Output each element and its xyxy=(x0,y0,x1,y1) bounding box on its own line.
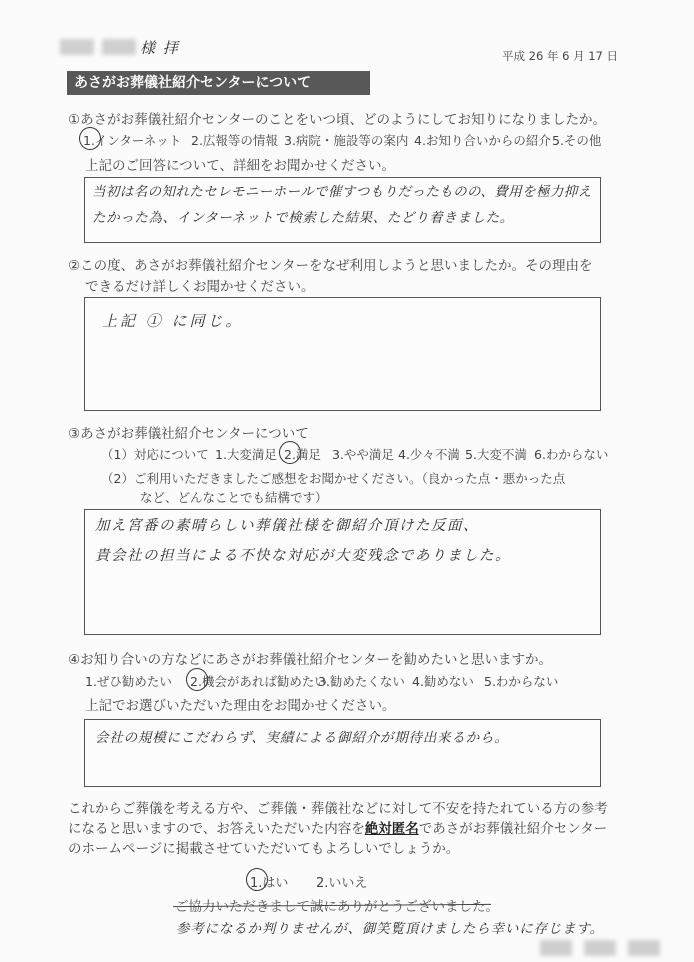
q3-answer-line1: 加え宮番の素晴らしい葬儀社様を御紹介頂けた反面、 xyxy=(95,518,479,534)
q3-question: ③あさがお葬儀社紹介センターについて xyxy=(68,426,309,442)
q4-follow: 上記でお選びいただいた理由をお聞かせください。 xyxy=(85,698,396,714)
q3-sub1-option-5: 5.大変不満 xyxy=(465,447,527,462)
q3-sub1-option-4: 4.少々不満 xyxy=(398,447,460,462)
consent-yes: 1.はい xyxy=(250,876,289,891)
q3-sub1-option-1: 1.大変満足 xyxy=(215,447,277,462)
q4-option-4: 4.勧めない xyxy=(412,674,474,689)
document-date: 平成 26 年 6 月 17 日 xyxy=(502,49,619,63)
redacted-signature-2 xyxy=(584,940,616,956)
redacted-signature-3 xyxy=(628,940,660,956)
q3-sub2-line1: （2）ご利用いただきましたご感想をお聞かせください。（良かった点・悪かった点 xyxy=(101,471,566,486)
q1-option-4: 4.お知り合いからの紹介 xyxy=(414,133,551,148)
closing-handwritten: 参考になるか判りませんが、御笑覧頂けましたら幸いに存じます。 xyxy=(176,921,604,937)
q4-answer: 会社の規模にこだわらず、実績による御紹介が期待出来るから。 xyxy=(95,730,509,746)
q1-option-1: 1.インターネット xyxy=(83,133,182,148)
consent-no: 2.いいえ xyxy=(316,876,368,891)
q1-option-5: 5.その他 xyxy=(552,133,602,148)
q1-option-3: 3.病院・施設等の案内 xyxy=(284,133,409,148)
q3-sub1-label: （1）対応について xyxy=(101,447,209,462)
q4-question: ④お知り合いの方などにあさがお葬儀社紹介センターを勧めたいと思いますか。 xyxy=(68,652,553,668)
q3-sub1-option-6: 6.わからない xyxy=(534,447,609,462)
consent-line2 xyxy=(68,817,607,837)
q4-selected-circle xyxy=(186,668,208,691)
q1-answer-line1: 当初は名の知れたセレモニーホールで催すつもりだったものの、費用を極力抑え xyxy=(92,184,592,200)
q1-follow: 上記のご回答について、詳細をお聞かせください。 xyxy=(85,158,395,174)
q1-selected-circle xyxy=(79,127,101,150)
q2-answer: 上記 ① に同じ。 xyxy=(102,312,244,330)
section-title: あさがお葬儀社紹介センターについて xyxy=(67,71,370,95)
consent-line2-pre: になると思いますので、お答えいただいた内容を xyxy=(68,821,365,837)
q4-option-1: 1.ぜひ勧めたい xyxy=(85,674,172,689)
consent-selected-circle xyxy=(246,868,268,891)
q4-option-2: 2.機会があれば勧めたい xyxy=(190,674,327,689)
closing-printed: ご協力いただきまして誠にありがとうございました。 xyxy=(175,899,499,915)
redacted-signature-1 xyxy=(540,940,572,956)
q1-option-2: 2.広報等の情報 xyxy=(191,133,278,148)
redacted-name-2 xyxy=(102,39,136,55)
q4-option-3: 3.勧めたくない xyxy=(318,674,405,689)
q1-question: ①あさがお葬儀社紹介センターのことをいつ頃、どのようにしてお知りになりましたか。 xyxy=(68,112,607,128)
q2-question-line2: できるだけ詳しくお聞かせください。 xyxy=(85,279,315,295)
q3-sub2-line2: など、どんなことでも結構です） xyxy=(140,490,328,505)
q3-selected-circle xyxy=(279,441,301,464)
consent-anonymous-bold: 絶対匿名 xyxy=(364,821,419,837)
q4-option-5: 5.わからない xyxy=(484,674,559,689)
consent-line3: のホームページに掲載させていただいてもよろしいでしょうか。 xyxy=(68,841,460,857)
consent-line2-post: であさがお葬儀社紹介センター xyxy=(418,821,608,837)
recipient-suffix: 様 拝 xyxy=(140,39,180,57)
q3-sub1-option-3: 3.やや満足 xyxy=(332,447,394,462)
q3-answer-line2: 貴会社の担当による不快な対応が大変残念でありました。 xyxy=(95,548,511,564)
q2-question-line1: ②この度、あさがお葬儀社紹介センターをなぜ利用しようと思いましたか。その理由を xyxy=(68,258,593,274)
consent-line1: これからご葬儀を考える方や、ご葬儀・葬儀社などに対して不安を持たれている方の参考 xyxy=(68,801,608,817)
q1-answer-line2: たかった為、インターネットで検索した結果、たどり着きました。 xyxy=(92,210,514,226)
q3-sub1-option-2: 2.満足 xyxy=(284,447,321,462)
redacted-name-1 xyxy=(60,39,94,55)
